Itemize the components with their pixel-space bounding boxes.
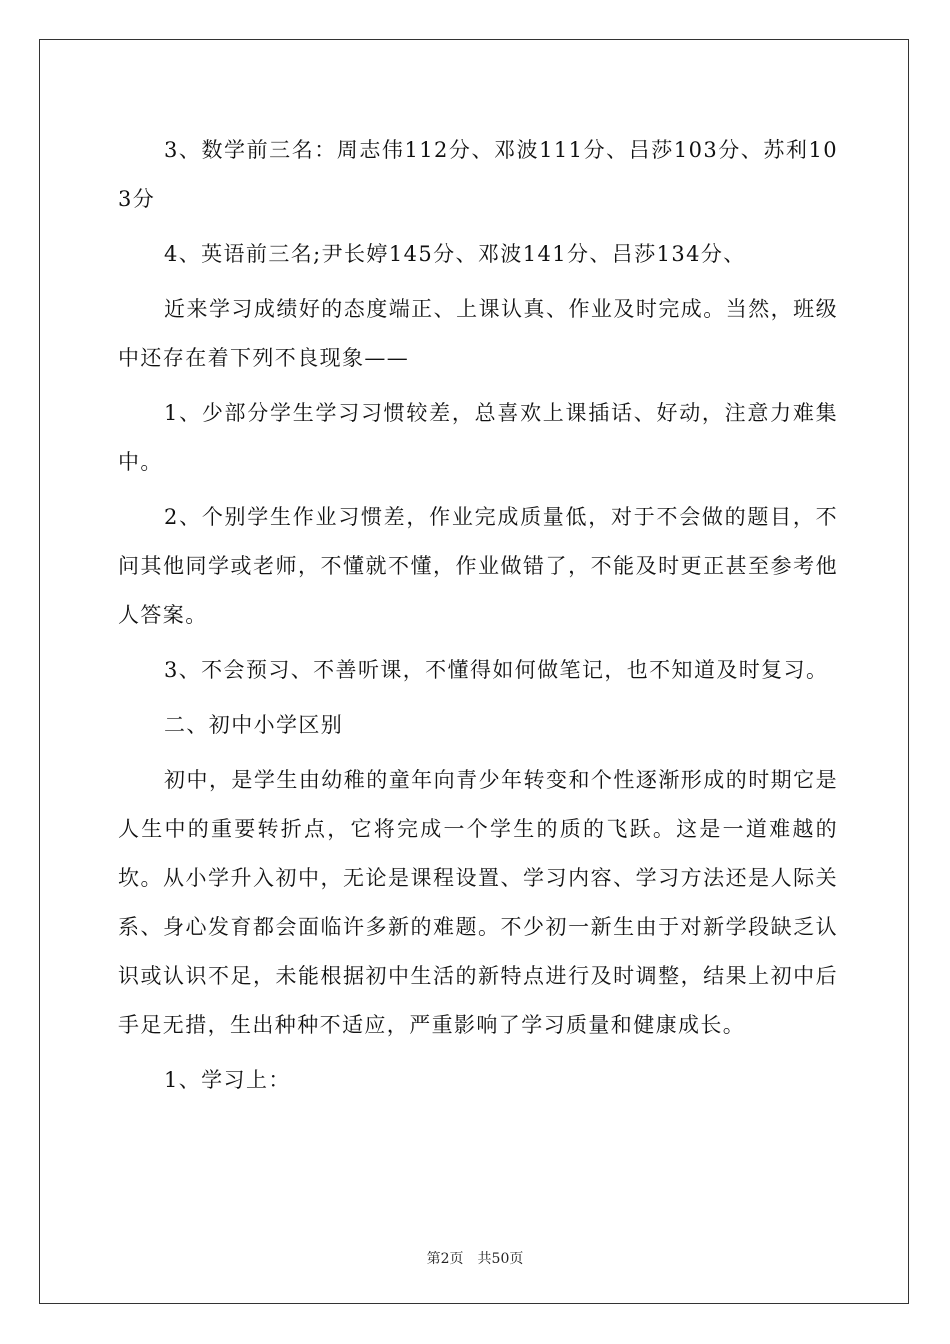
page-number: 第2页	[426, 1251, 464, 1267]
paragraph-recent-performance: 近来学习成绩好的态度端正、上课认真、作业及时完成。当然，班级中还存在着下列不良现象——	[118, 297, 838, 370]
page-footer	[0, 1248, 950, 1268]
paragraph-problem-3: 3、不会预习、不善听课，不懂得如何做笔记，也不知道及时复习。	[164, 658, 829, 682]
section-heading: 二、初中小学区别	[164, 713, 344, 737]
paragraph-problem-1: 1、少部分学生学习习惯较差，总喜欢上课插话、好动，注意力难集中。	[118, 401, 838, 474]
paragraph-math-top3: 3、数学前三名：周志伟112分、邓波111分、吕莎103分、苏利103分	[118, 138, 838, 211]
page-total: 共50页	[477, 1251, 524, 1267]
document-body	[118, 126, 838, 1105]
paragraph-problem-2: 2、个别学生作业习惯差，作业完成质量低，对于不会做的题目，不问其他同学或老师，不懂就不懂，作业做错了，不能及时更正甚至参考他人答案。	[118, 505, 838, 627]
paragraph-english-top3: 4、英语前三名;尹长婷145分、邓波141分、吕莎134分、	[164, 242, 746, 266]
subheading-study: 1、学习上：	[164, 1068, 291, 1092]
paragraph-junior-high-intro: 初中，是学生由幼稚的童年向青少年转变和个性逐渐形成的时期它是人生中的重要转折点，它将完成一个学生的质的飞跃。这是一道难越的坎。从小学升入初中，无论是课程设置、学习内容、学习方法还是人际关系、身心发育都会面临许多新的难题。不少初一新生由于对新学段缺乏认识或认识不足，未能根据初中生活的新特点进行及时调整，结果上初中后手足无措，生出种种不适应，严重影响了学习质量和健康成长。	[118, 768, 838, 1037]
